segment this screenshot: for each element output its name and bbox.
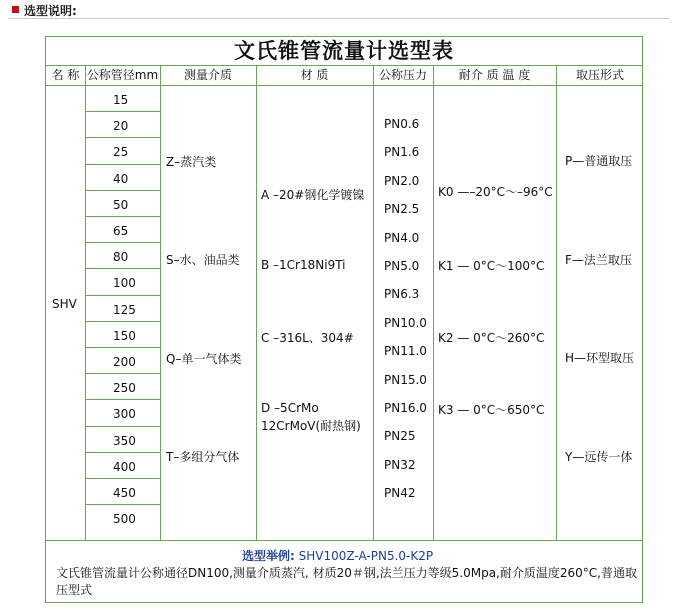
dn-cell: 300 (113, 407, 136, 421)
material-item: D –5CrMo (261, 401, 319, 415)
example-section (46, 540, 642, 602)
dn-row-rule (85, 452, 160, 453)
header-bottom-rule (46, 85, 642, 86)
dn-row-rule (85, 111, 160, 112)
dn-cell: 200 (113, 355, 136, 369)
dn-row-rule (85, 504, 160, 505)
material-item: C –316L、304# (261, 331, 354, 345)
pressure-item: PN2.5 (384, 202, 420, 216)
medium-item: T–多组分气体 (166, 450, 240, 464)
dn-row-rule (85, 295, 160, 296)
divider (8, 18, 669, 19)
col-rule (433, 65, 434, 540)
selection-table (45, 36, 643, 603)
dn-row-rule (85, 347, 160, 348)
dn-cell: 20 (113, 119, 129, 133)
example-label: 选型举例: (242, 549, 295, 563)
col-rule (256, 65, 257, 540)
dn-row-rule (85, 137, 160, 138)
tap-item: P—普通取压 (565, 154, 633, 168)
dn-cell: 150 (113, 329, 136, 343)
dn-cell: 40 (113, 172, 129, 186)
dn-cell: 350 (113, 434, 136, 448)
section-title: 选型说明: (24, 4, 77, 18)
pressure-item: PN4.0 (384, 231, 420, 245)
col-rule (373, 65, 374, 540)
dn-cell: 80 (113, 250, 129, 264)
dn-row-rule (85, 426, 160, 427)
dn-cell: 25 (113, 145, 129, 159)
dn-row-rule (85, 373, 160, 374)
pressure-item: PN0.6 (384, 117, 420, 131)
temperature-item: K2 — 0°C～260°C (438, 331, 545, 345)
example-code: SHV100Z-A-PN5.0-K2P (298, 549, 434, 563)
dn-cell: 50 (113, 198, 129, 212)
table-title: 文氏锥管流量计选型表 (234, 39, 454, 63)
dn-row-rule (85, 242, 160, 243)
header-dn: 公称管径mm (86, 68, 159, 82)
dn-cell: 65 (113, 224, 129, 238)
dn-cell: 500 (113, 512, 136, 526)
medium-item: S–水、油品类 (166, 253, 240, 267)
header-medium: 测量介质 (183, 68, 232, 82)
material-item: A –20#钢化学镀镍 (261, 188, 365, 202)
dn-row-rule (85, 190, 160, 191)
col-rule (160, 65, 161, 540)
temperature-item: K1 — 0°C～100°C (438, 259, 545, 273)
temperature-item: K0 —–20°C～–96°C (438, 185, 553, 199)
material-item: 12CrMoV(耐热钢) (261, 419, 361, 433)
dn-row-rule (85, 268, 160, 269)
dn-cell: 15 (113, 93, 129, 107)
pressure-item: PN42 (384, 486, 416, 500)
pressure-item: PN6.3 (384, 287, 420, 301)
header-tap: 取压形式 (575, 68, 624, 82)
col-rule (556, 65, 557, 540)
dn-row-rule (85, 478, 160, 479)
pressure-item: PN1.6 (384, 145, 420, 159)
dn-row-rule (85, 321, 160, 322)
medium-item: Z–蒸汽类 (166, 155, 217, 169)
header-temperature: 耐介 质 温 度 (458, 68, 531, 82)
section-header (0, 0, 677, 20)
tap-item: F—法兰取压 (565, 253, 632, 267)
pressure-item: PN32 (384, 458, 416, 472)
example-description: 文氏锥管流量计公称通径DN100,测量介质蒸汽, 材质20＃钢,法兰压力等级5.0Mpa,耐介质温度260°C,普通取压型式 (56, 566, 637, 597)
header-material: 材 质 (300, 68, 329, 82)
header-pressure: 公称压力 (378, 68, 427, 82)
model-name: SHV (52, 297, 77, 311)
example-line (242, 547, 433, 564)
pressure-item: PN15.0 (384, 373, 427, 387)
pressure-item: PN2.0 (384, 174, 420, 188)
dn-row-rule (85, 399, 160, 400)
dn-cell: 450 (113, 486, 136, 500)
pressure-item: PN10.0 (384, 316, 427, 330)
dn-row-rule (85, 164, 160, 165)
temperature-item: K3 — 0°C～650°C (438, 403, 545, 417)
header-name: 名 称 (51, 68, 80, 82)
pressure-item: PN11.0 (384, 344, 427, 358)
pressure-item: PN5.0 (384, 259, 420, 273)
dn-cell: 250 (113, 381, 136, 395)
dn-cell: 125 (113, 303, 136, 317)
dn-cell: 400 (113, 460, 136, 474)
bullet-icon (12, 6, 19, 13)
dn-cell: 100 (113, 276, 136, 290)
dn-row-rule (85, 216, 160, 217)
tap-item: H—环型取压 (565, 351, 635, 365)
material-item: B –1Cr18Ni9Ti (261, 258, 346, 272)
medium-item: Q–单一气体类 (166, 352, 242, 366)
pressure-item: PN25 (384, 429, 416, 443)
pressure-item: PN16.0 (384, 401, 427, 415)
tap-item: Y—远传一体 (565, 450, 633, 464)
